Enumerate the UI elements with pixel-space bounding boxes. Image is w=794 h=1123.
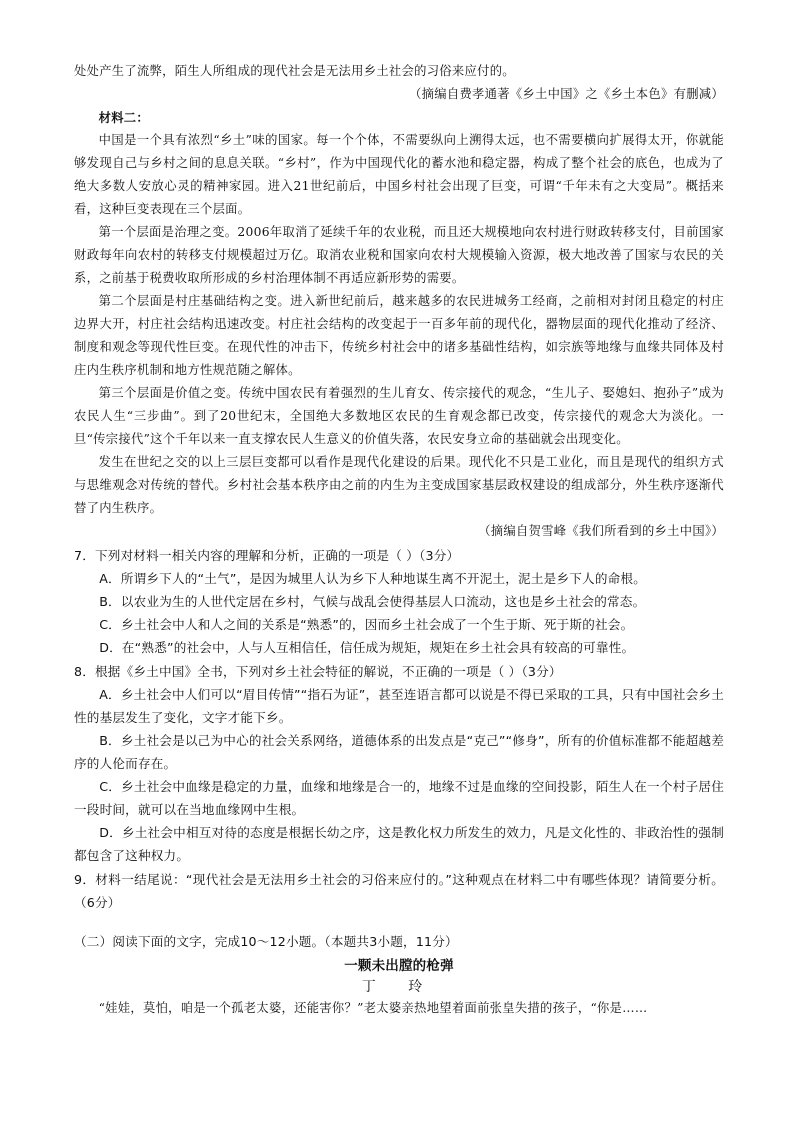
section2-heading: （二）阅读下面的文字，完成10～12小题。（本题共3小题，11分）: [74, 934, 458, 949]
question-stem: 9．材料一结尾说：“现代社会是无法用乡土社会的习俗来应付的。”这种观点在材料二中有哪些体现？请简要分析。（6分）: [74, 872, 724, 910]
question-stem: 7．下列对材料一相关内容的理解和分析，正确的一项是（ ）（3分）: [74, 548, 460, 563]
story-title: 一颗未出膛的枪弹: [344, 958, 454, 974]
material2-paragraph: 第二个层面是村庄基础结构之变。进入新世纪前后，越来越多的农民进城务工经商，之前相对封闭且稳定的村庄边界大开，村庄社会结构迅速改变。村庄社会结构的改变起于一百多年前的现代化，器物层面的现代化推动了经济、制度和观念等现代性巨变。在现代性的冲击下，传统乡村社会中的诸多基础性结构，如宗族等地缘与血缘共同体及村庄内生秩序机制和地方性规范随之解体。: [74, 294, 724, 377]
question-8: [74, 660, 724, 867]
question-stem: 8．根据《乡土中国》全书，下列对乡土社会特征的解说，不正确的一项是（ ）（3分）: [74, 664, 562, 679]
story-author: 丁 玲: [361, 979, 437, 995]
exam-page: [74, 60, 724, 1020]
question-7: [74, 544, 724, 659]
option-c: C．乡土社会中血缘是稳定的力量，血缘和地缘是合一的，地缘不过是血缘的空间投影，陌生人在一个村子居住一段时间，就可以在当地血缘网中生根。: [74, 779, 724, 817]
option-a: A．乡土社会中人们可以“眉目传情”“指石为证”，甚至连语言都可以说是不得已采取的工具，只有中国社会乡土性的基层发生了变化，文字才能下乡。: [74, 687, 724, 725]
option-b: B．乡土社会是以己为中心的社会关系网络，道德体系的出发点是“克己”“修身”，所有的价值标准都不能超越差序的人伦而存在。: [74, 733, 724, 771]
option-d: D．在“熟悉”的社会中，人与人互相信任，信任成为规矩，规矩在乡土社会具有较高的可靠性。: [99, 640, 635, 655]
material1-source: （摘编自费孝通著《乡土中国》之《乡土本色》有删减）: [409, 87, 724, 101]
material2-source: （摘编自贺雪峰《我们所看到的乡土中国》）: [478, 524, 724, 538]
material2-paragraph: 第三个层面是价值之变。传统中国农民有着强烈的生儿育女、传宗接代的观念，“生儿子、娶媳妇、抱孙子”成为农民人生“三步曲”。到了20世纪末，全国绝大多数地区农民的生育观念都已改变，传宗接代的观念大为淡化。一旦“传宗接代”这个千年以来一直支撑农民人生意义的价值失落，农民安身立命的基础就会出现变化。: [74, 386, 724, 446]
option-d: D．乡土社会中相互对待的态度是根据长幼之序，这是教化权力所发生的效力，凡是文化性的、非政治性的强制都包含了这种权力。: [74, 825, 724, 863]
material2-paragraph: 中国是一个具有浓烈“乡土”味的国家。每一个个体，不需要纵向上溯得太远，也不需要横向扩展得太开，你就能够发现自己与乡村之间的息息关联。“乡村”，作为中国现代化的蓄水池和稳定器，构成了整个社会的底色，也成为了绝大多数人安放心灵的精神家园。进入21世纪前后，中国乡村社会出现了巨变，可谓“千年未有之大变局”。概括来看，这种巨变表现在三个层面。: [74, 133, 724, 216]
material2-paragraph: 第一个层面是治理之变。2006年取消了延续千年的农业税，而且还大规模地向农村进行财政转移支付，目前国家财政每年向农村的转移支付规模超过万亿。取消农业税和国家向农村大规模输入资源，极大地改善了国家与农民的关系，之前基于税费收取所形成的乡村治理体制不再适应新形势的需要。: [74, 225, 724, 285]
story-first-line: “娃娃，莫怕，咱是一个孤老太婆，还能害你？”老太婆亲热地望着面前张皇失措的孩子，“你是……: [98, 1001, 648, 1015]
option-a: A．所谓乡下人的“土气”，是因为城里人认为乡下人种地谋生离不开泥土，泥土是乡下人的命根。: [99, 571, 646, 586]
material2-paragraph: 发生在世纪之交的以上三层巨变都可以看作是现代化建设的后果。现代化不只是工业化，而且是现代的组织方式与思维观念对传统的替代。乡村社会基本秩序由之前的内生为主变成国家基层政权建设的组成部分，外生秩序逐渐代替了内生秩序。: [74, 455, 724, 515]
material1-tail: 处处产生了流弊，陌生人所组成的现代社会是无法用乡土社会的习俗来应付的。: [74, 64, 515, 78]
option-c: C．乡土社会中人和人之间的关系是“熟悉”的，因而乡土社会成了一个生于斯、死于斯的社会。: [99, 617, 634, 632]
option-b: B．以农业为生的人世代定居在乡村，气候与战乱会使得基层人口流动，这也是乡土社会的常态。: [99, 594, 646, 609]
material2-label: 材料二：: [98, 110, 149, 125]
question-9: [74, 868, 724, 914]
section-gap: [74, 914, 724, 930]
